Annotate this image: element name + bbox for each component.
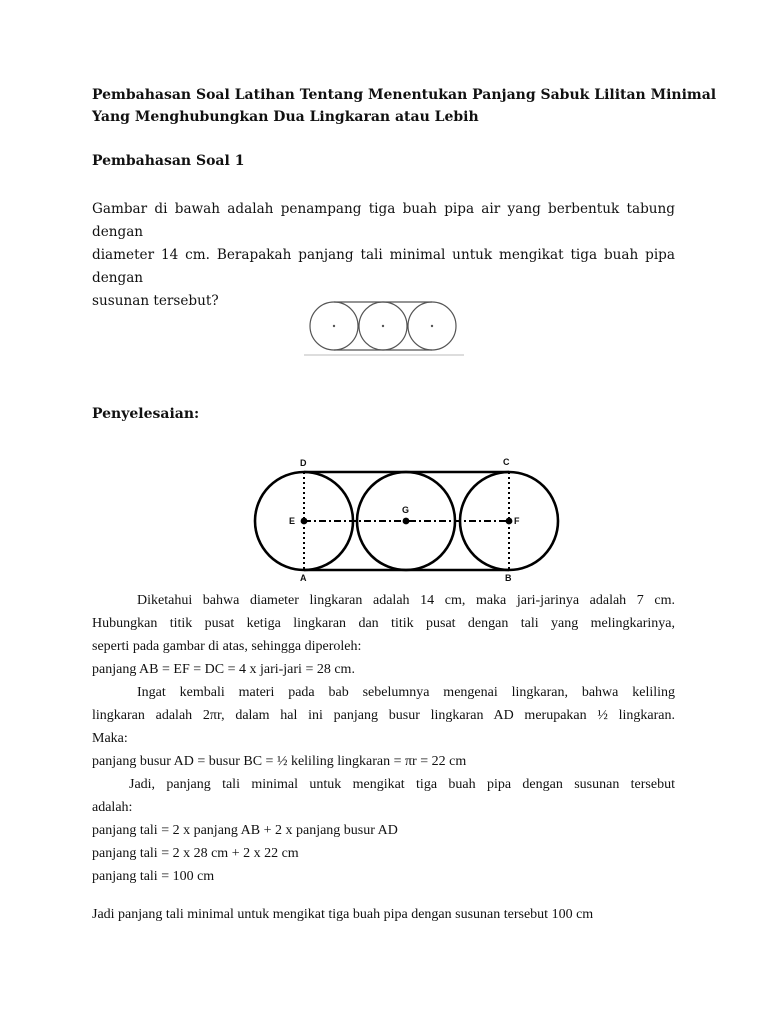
conclusion-text: Jadi panjang tali minimal untuk mengikat tiga buah pipa dengan susunan tersebut 100 cm (92, 907, 594, 922)
solution-p3-line-2: adalah: (92, 800, 133, 815)
calculation-step-1: panjang tali = 2 x panjang AB + 2 x panjang busur AD (92, 823, 398, 838)
equation-ab-ef-dc: panjang AB = EF = DC = 4 x jari-jari = 28 cm. (92, 662, 355, 677)
label-a: A (300, 573, 307, 583)
label-g: G (402, 505, 410, 515)
question-line-3: susunan tersebut? (92, 293, 219, 309)
equation-arc-ad: panjang busur AD = busur BC = ½ keliling lingkaran = πr = 22 cm (92, 754, 467, 769)
solution-p2-line-1: Ingat kembali materi pada bab sebelumnya mengenai lingkaran, bahwa keliling (137, 685, 675, 700)
label-c: C (503, 457, 510, 467)
solution-p2-line-3: Maka: (92, 731, 128, 746)
question-paragraph (92, 198, 675, 313)
label-b: B (505, 573, 512, 583)
title-line-2: Yang Menghubungkan Dua Lingkaran atau Lebih (92, 109, 479, 125)
labeled-pipes-figure (252, 453, 570, 585)
solution-p2-line-2: lingkaran adalah 2πr, dalam hal ini panjang busur lingkaran AD merupakan ½ lingkaran. (92, 708, 675, 723)
solution-p1-line-2: Hubungkan titik pusat ketiga lingkaran dan titik pusat dengan tali yang melingkarinya, (92, 616, 675, 631)
question-line-2: diameter 14 cm. Berapakah panjang tali minimal untuk mengikat tiga buah pipa dengan (92, 247, 675, 286)
pipes-figure (304, 297, 464, 359)
center-g-dot (403, 518, 410, 525)
solution-p1-line-1: Diketahui bahwa diameter lingkaran adalah 14 cm, maka jari-jarinya adalah 7 cm. (137, 593, 675, 608)
label-e: E (289, 516, 296, 526)
title-line-1: Pembahasan Soal Latihan Tentang Menentukan Panjang Sabuk Lilitan Minimal (92, 87, 717, 103)
solution-p1-line-3: seperti pada gambar di atas, sehingga diperoleh: (92, 639, 362, 654)
calculation-step-3: panjang tali = 100 cm (92, 869, 215, 884)
label-d: D (300, 458, 307, 468)
section-heading: Pembahasan Soal 1 (92, 153, 245, 169)
document-title (92, 84, 717, 128)
center-f-dot (506, 518, 513, 525)
question-line-1: Gambar di bawah adalah penampang tiga buah pipa air yang berbentuk tabung dengan (92, 201, 675, 240)
center-e-dot (301, 518, 308, 525)
solution-text (92, 589, 675, 888)
label-f: F (514, 516, 520, 526)
solution-p3-line-1: Jadi, panjang tali minimal untuk mengikat tiga buah pipa dengan susunan tersebut (129, 777, 675, 792)
solution-heading: Penyelesaian: (92, 406, 200, 422)
calculation-step-2: panjang tali = 2 x 28 cm + 2 x 22 cm (92, 846, 299, 861)
